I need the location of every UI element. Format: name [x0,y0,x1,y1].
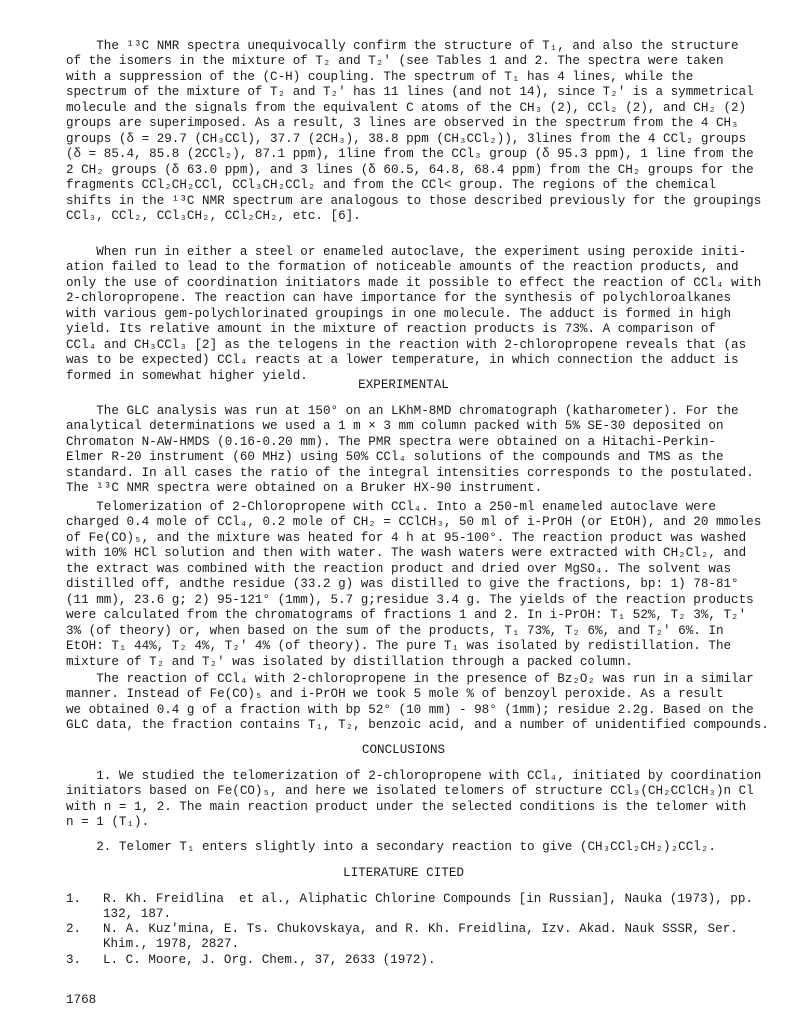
heading-conclusions: CONCLUSIONS [361,743,446,757]
heading-literature-cited: LITERATURE CITED [343,866,464,880]
reference-text: N. A. Kuz'mina, E. Ts. Chukovskaya, and R. Kh. Freidlina, Izv. Akad. Nauk SSSR, Ser. Khim., 1978, 2827. [103,922,738,952]
paragraph-nmr-spectra: The ¹³C NMR spectra unequivocally confirm the structure of T₁, and also the structure of the isomers in the mixture of T₂ and T₂' (see Tables 1 and 2. The spectra were taken with a suppression of the (C-H) coupling. The spectrum of T₁ has 4 lines, while the spectrum of the mixture of T₂ and T₂' has 11 lines (and not 14), since T₂' is a symmetrical molecule and the signals from the equivalent C atoms of the CH₃ (2), CCl₂ (2), and CH₂ (2) groups are superimposed. As a result, 3 lines are observed in the spectrum from the 4 CH₃ groups (δ = 29.7 (CH₃CCl), 37.7 (2CH₃), 38.8 ppm (CH₃CCl₂)), 3lines from the 4 CCl₂ groups (δ = 85.4, 85.8 (2CCl₂), 87.1 ppm), 1line from the CCl₃ group (δ 95.3 ppm), 1 line from the 2 CH₂ groups (δ 63.0 ppm), and 3 lines (δ 60.5, 64.8, 68.4 ppm) from the CH₂ groups for the fragments CCl₂CH₂CCl, CCl₃CH₂CCl₂ and from the CCl< group. The regions of the chemical shifts in the ¹³C NMR spectrum are analogous to those described previously for the groupings CCl₃, CCl₂, CCl₃CH₂, CCl₂CH₂, etc. [6]. [66,39,762,223]
conclusion-1: 1. We studied the telomerization of 2-chloropropene with CCl₄, initiated by coordination initiators based on Fe(CO)₅, and here we isolated telomers of structure CCl₃(CH₂CClCH₃)n Cl with n = 1, 2. The main reaction product under the selected conditions is the telomer with n = 1 (T₁). [66,769,762,830]
conclusion-2: 2. Telomer T₁ enters slightly into a secondary reaction to give (CH₃CCl₂CH₂)₂CCl₂. [66,840,716,854]
reference-number: 3. [66,953,82,967]
paragraph-autoclave: When run in either a steel or enameled autoclave, the experiment using peroxide initi- ation failed to lead to the formation of noticeable amounts of the reaction products, and only the use of coordination initiators made it possible to effect the reaction of CCl₄ with 2-chloropropene. The reaction can have importance for the synthesis of polychloroalkanes with various gem-polychlorinated groupings in one molecule. The adduct is formed in high yield. Its relative amount in the mixture of reaction products is 73%. A comparison of CCl₄ and CH₃CCl₃ [2] as the telogens in the reaction with 2-chloropropene reveals that (as was to be expected) CCl₄ reacts at a lower temperature, in which connection the adduct is formed in somewhat higher yield. [66,245,762,383]
reference-text: R. Kh. Freidlina et al., Aliphatic Chlorine Compounds [in Russian], Nauka (1973), pp. 132, 187. [103,892,753,922]
paragraph-telomerization: Telomerization of 2-Chloropropene with CCl₄. Into a 250-ml enameled autoclave were charged 0.4 mole of CCl₄, 0.2 mole of CH₂ = CClCH₃, 50 ml of i-PrOH (or EtOH), and 20 mmoles of Fe(CO)₅, and the mixture was heated for 4 h at 95-100°. The reaction product was washed with 10% HCl solution and then with water. The wash waters were extracted with CH₂Cl₂, and the extract was combined with the reaction product and dried over MgSO₄. The solvent was distilled off, andthe residue (33.2 g) was distilled to give the fractions, bp: 1) 78-81° (11 mm), 23.6 g; 2) 95-121° (1mm), 5.7 g;residue 3.4 g. The yields of the reaction products were calculated from the chromatograms of fractions 1 and 2. In i-PrOH: T₁ 52%, T₂ 3%, T₂' 3% (of theory) or, when based on the sum of the products, T₁ 73%, T₂ 6%, and T₂' 6%. In EtOH: T₁ 44%, T₂ 4%, T₂' 4% (of theory). The pure T₁ was isolated by redistillation. The mixture of T₂ and T₂' was isolated by distillation through a packed column. [66,500,762,669]
reference-text: L. C. Moore, J. Org. Chem., 37, 2633 (1972). [103,953,436,967]
paragraph-bz2o2-reaction: The reaction of CCl₄ with 2-chloropropene in the presence of Bz₂O₂ was run in a similar manner. Instead of Fe(CO)₅ and i-PrOH we took 5 mole % of benzoyl peroxide. As a result we obtained 0.4 g of a fraction with bp 52° (10 mm) - 98° (1mm); residue 2.2g. Based on the GLC data, the fraction contains T₁, T₂, benzoic acid, and a number of unidentified compounds. [66,672,769,733]
reference-number: 2. [66,922,82,936]
heading-experimental: EXPERIMENTAL [358,378,449,392]
paragraph-glc-analysis: The GLC analysis was run at 150° on an LKhM-8MD chromatograph (katharometer). For the analytical determinations we used a 1 m × 3 mm column packed with 5% SE-30 deposited on Chromaton N-AW-HMDS (0.16-0.20 mm). The PMR spectra were obtained on a Hitachi-Perkin- Elmer R-20 instrument (60 MHz) using 50% CCl₄ solutions of the compounds and TMS as the standard. In all cases the ratio of the integral intensities corresponds to the postulated. The ¹³C NMR spectra were obtained on a Bruker HX-90 instrument. [66,404,754,496]
page-number: 1768 [66,993,97,1007]
reference-number: 1. [66,892,82,906]
